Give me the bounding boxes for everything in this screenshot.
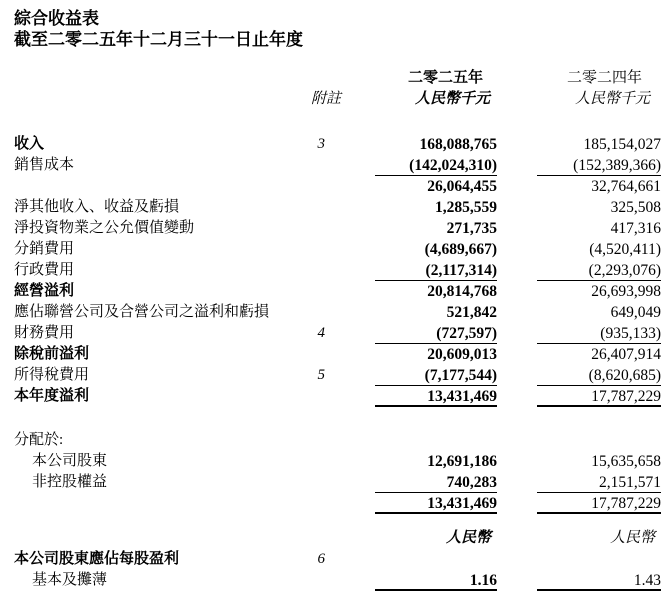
- value-2025: (4,689,667): [424, 241, 497, 258]
- value-2025-cell: [345, 472, 497, 493]
- value-2024-cell: [497, 430, 661, 451]
- table-row: [14, 365, 661, 386]
- value-2025-cell: [345, 493, 497, 514]
- table-row: [14, 260, 661, 281]
- value-2025: 521,842: [446, 304, 497, 321]
- value-2024-cell: [497, 302, 661, 323]
- row-label: 基本及攤薄: [32, 572, 108, 588]
- row-note: [280, 472, 345, 493]
- value-2025-cell: [345, 302, 497, 323]
- value-2024-cell: [497, 281, 661, 302]
- statement-sheet: [14, 8, 661, 591]
- table-row: [14, 493, 661, 514]
- row-label: [14, 176, 280, 197]
- table-row: [14, 302, 661, 323]
- value-2024-cell: [497, 344, 661, 365]
- row-note: 6: [317, 551, 325, 567]
- row-note: [280, 302, 345, 323]
- row-note: [280, 570, 345, 591]
- row-label: 本公司股東應佔每股盈利: [14, 551, 180, 567]
- row-label: 所得稅費用: [14, 367, 90, 383]
- value-2024: 32,764,661: [591, 178, 661, 195]
- value-2025-cell: [345, 570, 497, 591]
- value-2024-cell: [497, 260, 661, 281]
- table-row: [14, 155, 661, 176]
- value-2025: 1.16: [375, 570, 497, 591]
- value-2025: 20,609,013: [427, 346, 497, 363]
- value-2024: 17,787,229: [537, 386, 661, 407]
- row-label: 本公司股東: [32, 453, 108, 469]
- table-row: [14, 197, 661, 218]
- table-row: [14, 430, 661, 451]
- value-2024-cell: [497, 528, 661, 549]
- value-2024: (2,293,076): [537, 260, 661, 281]
- row-note: [280, 344, 345, 365]
- row-label: 分銷費用: [14, 241, 75, 257]
- row-note: 5: [317, 367, 325, 383]
- table-row: [14, 134, 661, 155]
- table-row: [14, 176, 661, 197]
- value-2025: 20,814,768: [427, 283, 497, 300]
- row-note: [280, 155, 345, 176]
- value-2025: (7,177,544): [375, 365, 497, 386]
- value-2024-cell: [497, 472, 661, 493]
- row-label: 經營溢利: [14, 283, 75, 299]
- row-label: [14, 528, 280, 549]
- year-2025-label: 二零二五年: [407, 70, 483, 86]
- spacer: [14, 407, 661, 430]
- value-2025-cell: [345, 430, 497, 451]
- value-2025-cell: [345, 323, 497, 344]
- value-2024: (152,389,366): [537, 155, 661, 176]
- column-headers: [14, 68, 661, 110]
- value-2024-cell: [497, 493, 661, 514]
- value-2024: 26,693,998: [591, 283, 661, 300]
- column-header-2024: [497, 68, 661, 110]
- value-2025: (2,117,314): [375, 260, 497, 281]
- row-label: 應佔聯營公司及合營公司之溢利和虧損: [14, 304, 270, 320]
- value-2025-cell: [345, 134, 497, 155]
- value-2025-cell: [345, 386, 497, 407]
- row-note: 3: [317, 136, 325, 152]
- row-label: 分配於:: [14, 432, 64, 448]
- row-label: 財務費用: [14, 325, 75, 341]
- value-2025-cell: [345, 260, 497, 281]
- spacer: [14, 514, 661, 528]
- value-2025-cell: [345, 197, 497, 218]
- value-2025: (727,597): [375, 323, 497, 344]
- value-2025: 26,064,455: [427, 178, 497, 195]
- value-2025-cell: [345, 239, 497, 260]
- row-note: [280, 176, 345, 197]
- value-2025: 168,088,765: [419, 136, 497, 153]
- row-label: 除稅前溢利: [14, 346, 90, 362]
- table-row: [14, 323, 661, 344]
- value-2024-cell: [497, 176, 661, 197]
- value-2024-cell: [497, 451, 661, 472]
- row-note: [280, 493, 345, 514]
- table-row: [14, 451, 661, 472]
- row-note: [280, 451, 345, 472]
- row-label: 淨投資物業之公允價值變動: [14, 220, 195, 236]
- table-row: [14, 472, 661, 493]
- value-2024-cell: [497, 197, 661, 218]
- row-note: [280, 239, 345, 260]
- value-2024: (935,133): [537, 323, 661, 344]
- value-2024: [537, 549, 661, 570]
- value-2024: 417,316: [610, 220, 661, 237]
- value-2025: 13,431,469: [375, 493, 497, 514]
- value-2025: [375, 430, 497, 451]
- table-row: [14, 344, 661, 365]
- currency-unit-2024-label: 人民幣千元: [574, 91, 650, 107]
- statement-period: 截至二零二五年十二月三十一日止年度: [14, 30, 303, 49]
- value-2025: [375, 549, 497, 570]
- value-2024-cell: [497, 134, 661, 155]
- value-2025: 12,691,186: [427, 453, 497, 470]
- row-note: [280, 218, 345, 239]
- value-2024: 649,049: [610, 304, 661, 321]
- row-label: 本年度溢利: [14, 388, 90, 404]
- table-row: [14, 386, 661, 407]
- value-2025-cell: [345, 549, 497, 570]
- row-note: 4: [317, 325, 325, 341]
- value-2024-cell: [497, 218, 661, 239]
- currency-unit-2025-label: 人民幣千元: [414, 91, 490, 107]
- statement-rows: [14, 134, 661, 591]
- value-2025-cell: [345, 155, 497, 176]
- value-2025-cell: [345, 176, 497, 197]
- column-header-2025: [345, 68, 497, 110]
- statement-title: 綜合收益表: [14, 9, 99, 28]
- row-note: [280, 197, 345, 218]
- value-2024: 26,407,914: [591, 346, 661, 363]
- value-2024-cell: [497, 570, 661, 591]
- value-2025: 1,285,559: [435, 199, 497, 216]
- value-2025-cell: [345, 281, 497, 302]
- table-row: [14, 281, 661, 302]
- value-2024: (4,520,411): [589, 241, 661, 258]
- value-2024-cell: [497, 549, 661, 570]
- table-row: [14, 528, 661, 549]
- value-2024-cell: [497, 365, 661, 386]
- row-label: 淨其他收入、收益及虧損: [14, 199, 180, 215]
- value-2025-cell: [345, 218, 497, 239]
- value-2025: (142,024,310): [375, 155, 497, 176]
- value-2024: 17,787,229: [537, 493, 661, 514]
- value-2024: 325,508: [610, 199, 661, 216]
- year-2024-label: 二零二四年: [566, 70, 642, 86]
- table-row: [14, 218, 661, 239]
- row-label: 行政費用: [14, 262, 75, 278]
- row-note: [280, 386, 345, 407]
- value-2024: 15,635,658: [591, 453, 661, 470]
- row-note: [280, 528, 345, 549]
- row-label: 非控股權益: [32, 474, 108, 490]
- value-2025: 271,735: [446, 220, 497, 237]
- value-2025: 13,431,469: [375, 386, 497, 407]
- row-note: [280, 430, 345, 451]
- value-2025: 人民幣: [445, 530, 491, 546]
- row-note: [280, 281, 345, 302]
- row-label: [14, 493, 280, 514]
- table-row: [14, 549, 661, 570]
- value-2024: (8,620,685): [537, 365, 661, 386]
- value-2024: 2,151,571: [537, 472, 661, 493]
- value-2025: 740,283: [375, 472, 497, 493]
- row-label: 收入: [14, 136, 45, 152]
- note-column-header: 附註: [310, 91, 341, 107]
- value-2025-cell: [345, 344, 497, 365]
- value-2025-cell: [345, 528, 497, 549]
- value-2024: 1.43: [537, 570, 661, 591]
- value-2024: [537, 430, 661, 451]
- value-2024-cell: [497, 386, 661, 407]
- value-2024: 人民幣: [609, 530, 655, 546]
- value-2024: 185,154,027: [583, 136, 661, 153]
- value-2025-cell: [345, 365, 497, 386]
- value-2024-cell: [497, 239, 661, 260]
- table-row: [14, 239, 661, 260]
- table-row: [14, 570, 661, 591]
- value-2024-cell: [497, 155, 661, 176]
- row-label: 銷售成本: [14, 157, 75, 173]
- value-2024-cell: [497, 323, 661, 344]
- value-2025-cell: [345, 451, 497, 472]
- row-note: [280, 260, 345, 281]
